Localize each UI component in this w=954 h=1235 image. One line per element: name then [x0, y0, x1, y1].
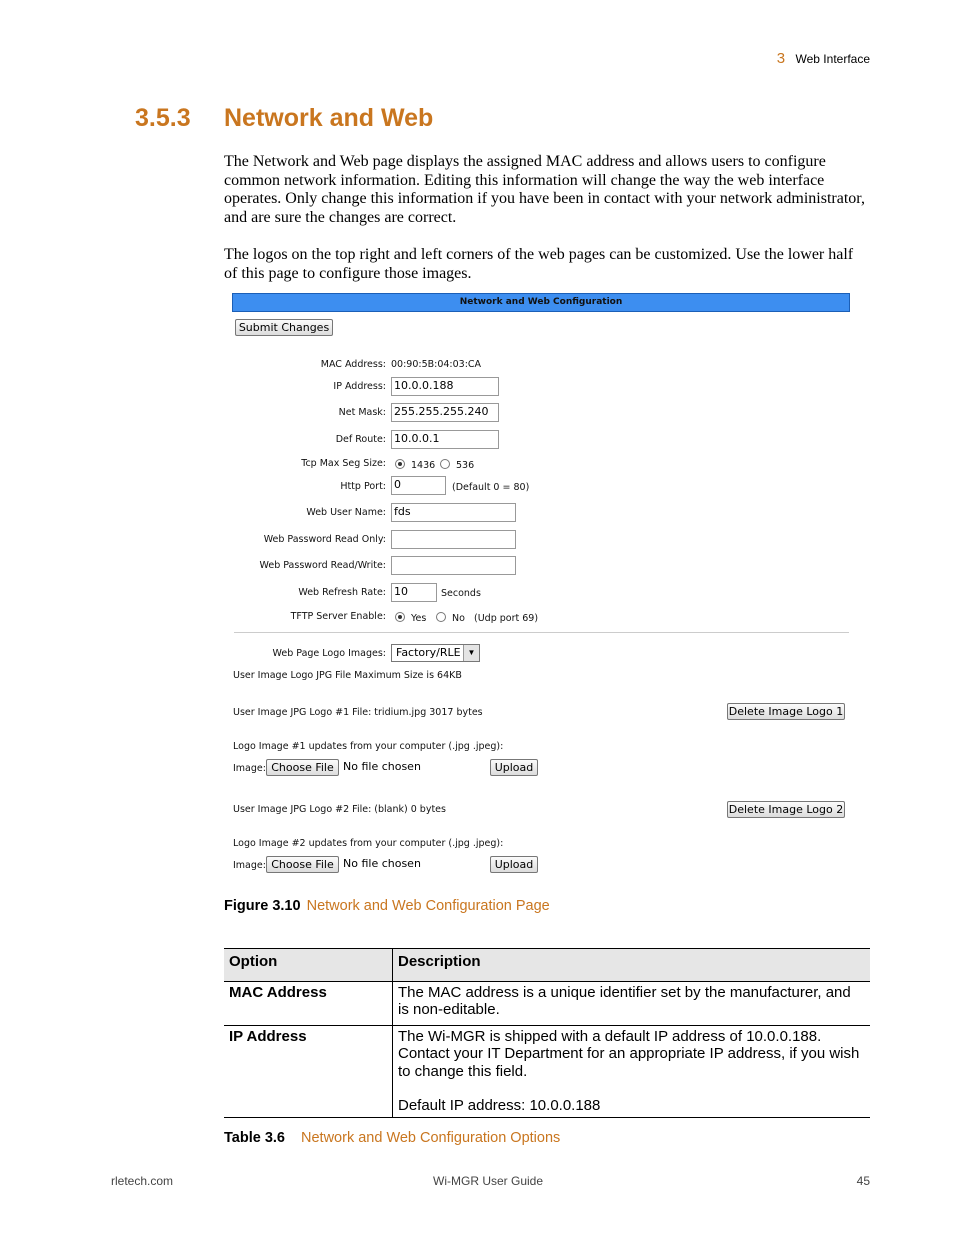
table-header-row [224, 949, 870, 982]
defroute-input[interactable]: 10.0.0.1 [391, 430, 499, 449]
table-header-option: Option [224, 949, 393, 982]
refresh-input[interactable]: 10 [391, 583, 437, 602]
section-title: Network and Web [224, 104, 434, 132]
delete-logo1-button[interactable]: Delete Image Logo 1 [728, 705, 844, 718]
logo1-file-info: User Image JPG Logo #1 File: tridium.jpg 3017 bytes [233, 707, 483, 718]
tftp-no-radio[interactable] [436, 612, 446, 622]
chapter-number: 3 [776, 50, 786, 67]
footer-page-number: 45 [856, 1174, 870, 1188]
table-label: Table 3.6 [224, 1130, 285, 1146]
logo-select-value: Factory/RLE [396, 646, 461, 659]
upload-1-button[interactable]: Upload [490, 759, 538, 776]
logo1-update-note: Logo Image #1 updates from your computer (.jpg .jpeg): [233, 741, 504, 752]
table-title: Network and Web Configuration Options [301, 1130, 561, 1146]
tftp-hint: (Udp port 69) [474, 613, 539, 624]
mac-value: 00:90:5B:04:03:CA [391, 359, 482, 370]
figure-label: Figure 3.10 [224, 898, 301, 914]
paragraph-1: The Network and Web page displays the assigned MAC address and allows users to configure common network information. Editing this information will change the way the web interface operates. Only change this information if you have been in contact with your network administrator, and are sure the changes are correct. [224, 153, 865, 226]
logo2-file-info: User Image JPG Logo #2 File: (blank) 0 bytes [233, 804, 446, 815]
upload-2-button[interactable]: Upload [490, 856, 538, 873]
tcp-1436-radio[interactable] [395, 459, 405, 469]
paragraph-2: The logos on the top right and left corners of the web pages can be customized. Use the lower half of this page to configure those images. [224, 246, 854, 282]
web-user-input[interactable]: fds [391, 503, 516, 522]
options-table [224, 948, 870, 1118]
mac-label: MAC Address: [320, 359, 386, 370]
choose-file-2-button[interactable]: Choose File [266, 856, 339, 873]
no-file-2: No file chosen [343, 857, 421, 870]
page-header [777, 50, 870, 68]
table-caption [224, 1130, 560, 1146]
defroute-label: Def Route: [335, 434, 386, 445]
tftp-label: TFTP Server Enable: [290, 611, 386, 622]
refresh-label: Web Refresh Rate: [298, 587, 386, 598]
http-port-label: Http Port: [340, 481, 386, 492]
tftp-yes-radio[interactable] [395, 612, 405, 622]
table-cell-desc-default: Default IP address: 10.0.0.188 [398, 1097, 601, 1114]
table-cell-desc-text: The MAC address is a unique identifier set by the manufacturer, and is non-editable. [398, 983, 851, 1018]
config-screenshot [230, 292, 852, 882]
tcp-536-label: 536 [456, 460, 475, 471]
submit-changes-button[interactable]: Submit Changes [235, 319, 333, 336]
chevron-down-icon: ▼ [463, 645, 479, 661]
table-cell-description [393, 981, 871, 1025]
tftp-yes-label: Yes [411, 613, 427, 624]
table-row [224, 1025, 870, 1117]
pw-rw-input[interactable] [391, 556, 516, 575]
no-file-1: No file chosen [343, 760, 421, 773]
choose-file-1-button[interactable]: Choose File [266, 759, 339, 776]
figure-caption [224, 898, 550, 914]
web-user-label: Web User Name: [306, 507, 386, 518]
table-cell-option: MAC Address [224, 981, 393, 1025]
figure-title: Network and Web Configuration Page [306, 898, 550, 914]
http-port-input[interactable]: 0 [391, 476, 446, 495]
section-number: 3.5.3 [135, 104, 191, 132]
ip-address-input[interactable]: 10.0.0.188 [391, 377, 499, 396]
logo2-image-label: Image: [233, 860, 266, 871]
netmask-label: Net Mask: [338, 407, 386, 418]
footer-left: rletech.com [111, 1174, 174, 1188]
pw-ro-input[interactable] [391, 530, 516, 549]
tftp-no-label: No [452, 613, 465, 624]
table-cell-option: IP Address [224, 1025, 393, 1117]
section-divider [234, 632, 849, 633]
table-header-description: Description [398, 953, 481, 970]
refresh-unit: Seconds [441, 588, 481, 599]
ip-label: IP Address: [333, 381, 386, 392]
table-cell-desc-text: The Wi-MGR is shipped with a default IP address of 10.0.0.188. Contact your IT Department for an appropriate IP address, if you wish to change this field. [398, 1027, 860, 1080]
http-port-hint: (Default 0 = 80) [452, 482, 530, 493]
logo-select-label: Web Page Logo Images: [272, 648, 386, 659]
tcp-536-radio[interactable] [440, 459, 450, 469]
pw-rw-label: Web Password Read/Write: [259, 560, 386, 571]
max-size-note: User Image Logo JPG File Maximum Size is 64KB [233, 670, 462, 681]
logo2-update-note: Logo Image #2 updates from your computer (.jpg .jpeg): [233, 838, 504, 849]
netmask-input[interactable]: 255.255.255.240 [391, 403, 499, 422]
table-cell-description [393, 1025, 871, 1117]
tcp-1436-label: 1436 [411, 460, 436, 471]
logo1-image-label: Image: [233, 763, 266, 774]
logo-select[interactable] [391, 644, 480, 662]
chapter-title: Web Interface [795, 52, 870, 66]
delete-logo2-button[interactable]: Delete Image Logo 2 [728, 803, 844, 816]
footer-center: Wi-MGR User Guide [433, 1174, 544, 1188]
table-row [224, 981, 870, 1025]
pw-ro-label: Web Password Read Only: [263, 534, 386, 545]
config-title-bar: Network and Web Configuration [232, 293, 850, 312]
tcp-label: Tcp Max Seg Size: [301, 458, 386, 469]
